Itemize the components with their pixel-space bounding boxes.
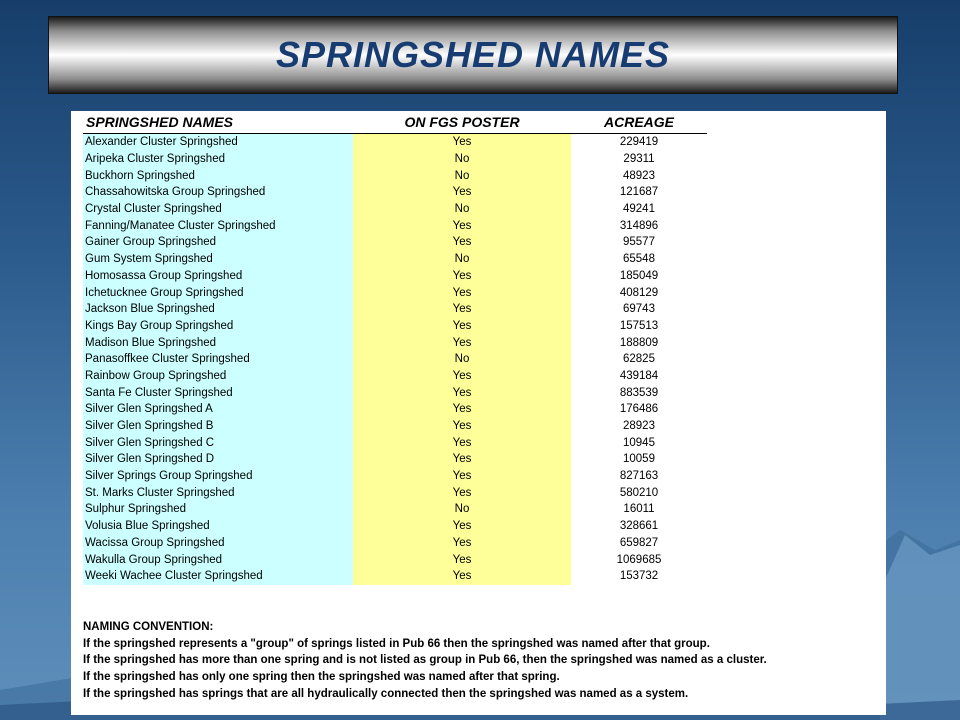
fgs-poster-cell: No [353, 251, 571, 268]
table-row [83, 167, 707, 184]
table-row [83, 568, 707, 585]
acreage-cell: 49241 [571, 201, 707, 218]
table-row [83, 551, 707, 568]
table-header-row [83, 111, 707, 134]
notes-line: If the springshed has springs that are all hydraulically connected then the springshed was named as a system. [83, 687, 689, 700]
springshed-name-cell: Wacissa Group Springshed [83, 535, 353, 552]
springshed-name-cell: Gainer Group Springshed [83, 234, 353, 251]
table-row [83, 251, 707, 268]
acreage-cell: 188809 [571, 334, 707, 351]
fgs-poster-cell: Yes [353, 568, 571, 585]
springshed-name-cell: Panasoffkee Cluster Springshed [83, 351, 353, 368]
table-row [83, 284, 707, 301]
page-title: SPRINGSHED NAMES [275, 34, 671, 75]
springshed-name-cell: Buckhorn Springshed [83, 167, 353, 184]
springshed-name-cell: St. Marks Cluster Springshed [83, 484, 353, 501]
acreage-cell: 176486 [571, 401, 707, 418]
acreage-cell: 95577 [571, 234, 707, 251]
table-row [83, 468, 707, 485]
acreage-cell: 580210 [571, 484, 707, 501]
springshed-name-cell: Alexander Cluster Springshed [83, 134, 353, 151]
notes-line: If the springshed represents a "group" of springs listed in Pub 66 then the springshed was named after that group. [83, 637, 710, 650]
notes-heading: NAMING CONVENTION: [83, 621, 214, 633]
acreage-cell: 10945 [571, 434, 707, 451]
acreage-cell: 328661 [571, 518, 707, 535]
table-row [83, 201, 707, 218]
springshed-name-cell: Silver Glen Springshed D [83, 451, 353, 468]
table-row [83, 384, 707, 401]
springshed-table [83, 111, 707, 585]
acreage-cell: 827163 [571, 468, 707, 485]
acreage-cell: 69743 [571, 301, 707, 318]
table-row [83, 501, 707, 518]
fgs-poster-cell: Yes [353, 184, 571, 201]
acreage-cell: 1069685 [571, 551, 707, 568]
acreage-cell: 439184 [571, 368, 707, 385]
springshed-name-cell: Wakulla Group Springshed [83, 551, 353, 568]
table-row [83, 134, 707, 151]
acreage-cell: 408129 [571, 284, 707, 301]
springshed-name-cell: Jackson Blue Springshed [83, 301, 353, 318]
acreage-cell: 16011 [571, 501, 707, 518]
springshed-name-cell: Kings Bay Group Springshed [83, 318, 353, 335]
table-row [83, 268, 707, 285]
table-row [83, 401, 707, 418]
table-row [83, 368, 707, 385]
fgs-poster-cell: No [353, 351, 571, 368]
fgs-poster-cell: Yes [353, 451, 571, 468]
naming-convention-notes [83, 619, 767, 703]
spreadsheet-area [71, 111, 886, 715]
acreage-cell: 229419 [571, 134, 707, 151]
table-row [83, 217, 707, 234]
table-row [83, 451, 707, 468]
springshed-name-cell: Silver Glen Springshed C [83, 434, 353, 451]
springshed-name-cell: Silver Glen Springshed A [83, 401, 353, 418]
springshed-name-cell: Weeki Wachee Cluster Springshed [83, 568, 353, 585]
table-row [83, 434, 707, 451]
acreage-cell: 65548 [571, 251, 707, 268]
table-row [83, 351, 707, 368]
acreage-cell: 29311 [571, 151, 707, 168]
acreage-cell: 185049 [571, 268, 707, 285]
springshed-name-cell: Santa Fe Cluster Springshed [83, 384, 353, 401]
acreage-cell: 62825 [571, 351, 707, 368]
fgs-poster-cell: Yes [353, 551, 571, 568]
springshed-name-cell: Madison Blue Springshed [83, 334, 353, 351]
springshed-name-cell: Crystal Cluster Springshed [83, 201, 353, 218]
springshed-table-container [83, 111, 707, 585]
springshed-name-cell: Silver Glen Springshed B [83, 418, 353, 435]
springshed-name-cell: Ichetucknee Group Springshed [83, 284, 353, 301]
acreage-cell: 48923 [571, 167, 707, 184]
fgs-poster-cell: Yes [353, 284, 571, 301]
fgs-poster-cell: Yes [353, 384, 571, 401]
fgs-poster-cell: Yes [353, 434, 571, 451]
table-row [83, 234, 707, 251]
fgs-poster-cell: No [353, 201, 571, 218]
springshed-name-cell: Silver Springs Group Springshed [83, 468, 353, 485]
springshed-name-cell: Volusia Blue Springshed [83, 518, 353, 535]
fgs-poster-cell: Yes [353, 268, 571, 285]
acreage-cell: 157513 [571, 318, 707, 335]
fgs-poster-cell: No [353, 167, 571, 184]
acreage-cell: 314896 [571, 217, 707, 234]
table-row [83, 484, 707, 501]
springshed-name-cell: Aripeka Cluster Springshed [83, 151, 353, 168]
springshed-name-cell: Gum System Springshed [83, 251, 353, 268]
fgs-poster-cell: Yes [353, 468, 571, 485]
springshed-name-cell: Rainbow Group Springshed [83, 368, 353, 385]
fgs-poster-cell: Yes [353, 401, 571, 418]
fgs-poster-cell: Yes [353, 318, 571, 335]
table-row [83, 518, 707, 535]
fgs-poster-cell: Yes [353, 418, 571, 435]
header-acreage: ACREAGE [571, 111, 707, 134]
fgs-poster-cell: No [353, 501, 571, 518]
notes-line: If the springshed has only one spring then the springshed was named after that spring. [83, 671, 560, 684]
springshed-name-cell: Fanning/Manatee Cluster Springshed [83, 217, 353, 234]
fgs-poster-cell: Yes [353, 217, 571, 234]
fgs-poster-cell: Yes [353, 301, 571, 318]
table-body [83, 134, 707, 585]
title-bar [48, 16, 898, 94]
springshed-name-cell: Chassahowitska Group Springshed [83, 184, 353, 201]
header-springshed-names: SPRINGSHED NAMES [83, 111, 353, 134]
acreage-cell: 659827 [571, 535, 707, 552]
fgs-poster-cell: Yes [353, 518, 571, 535]
table-row [83, 184, 707, 201]
fgs-poster-cell: Yes [353, 368, 571, 385]
fgs-poster-cell: No [353, 151, 571, 168]
table-row [83, 334, 707, 351]
springshed-name-cell: Homosassa Group Springshed [83, 268, 353, 285]
acreage-cell: 10059 [571, 451, 707, 468]
fgs-poster-cell: Yes [353, 535, 571, 552]
table-row [83, 535, 707, 552]
table-row [83, 318, 707, 335]
fgs-poster-cell: Yes [353, 134, 571, 151]
acreage-cell: 883539 [571, 384, 707, 401]
notes-line: If the springshed has more than one spring and is not listed as group in Pub 66, then the springshed was named as a cluster. [83, 654, 767, 667]
header-on-fgs-poster: ON FGS POSTER [353, 111, 571, 134]
fgs-poster-cell: Yes [353, 334, 571, 351]
fgs-poster-cell: Yes [353, 484, 571, 501]
acreage-cell: 28923 [571, 418, 707, 435]
table-row [83, 418, 707, 435]
springshed-name-cell: Sulphur Springshed [83, 501, 353, 518]
fgs-poster-cell: Yes [353, 234, 571, 251]
acreage-cell: 121687 [571, 184, 707, 201]
table-row [83, 301, 707, 318]
acreage-cell: 153732 [571, 568, 707, 585]
table-row [83, 151, 707, 168]
